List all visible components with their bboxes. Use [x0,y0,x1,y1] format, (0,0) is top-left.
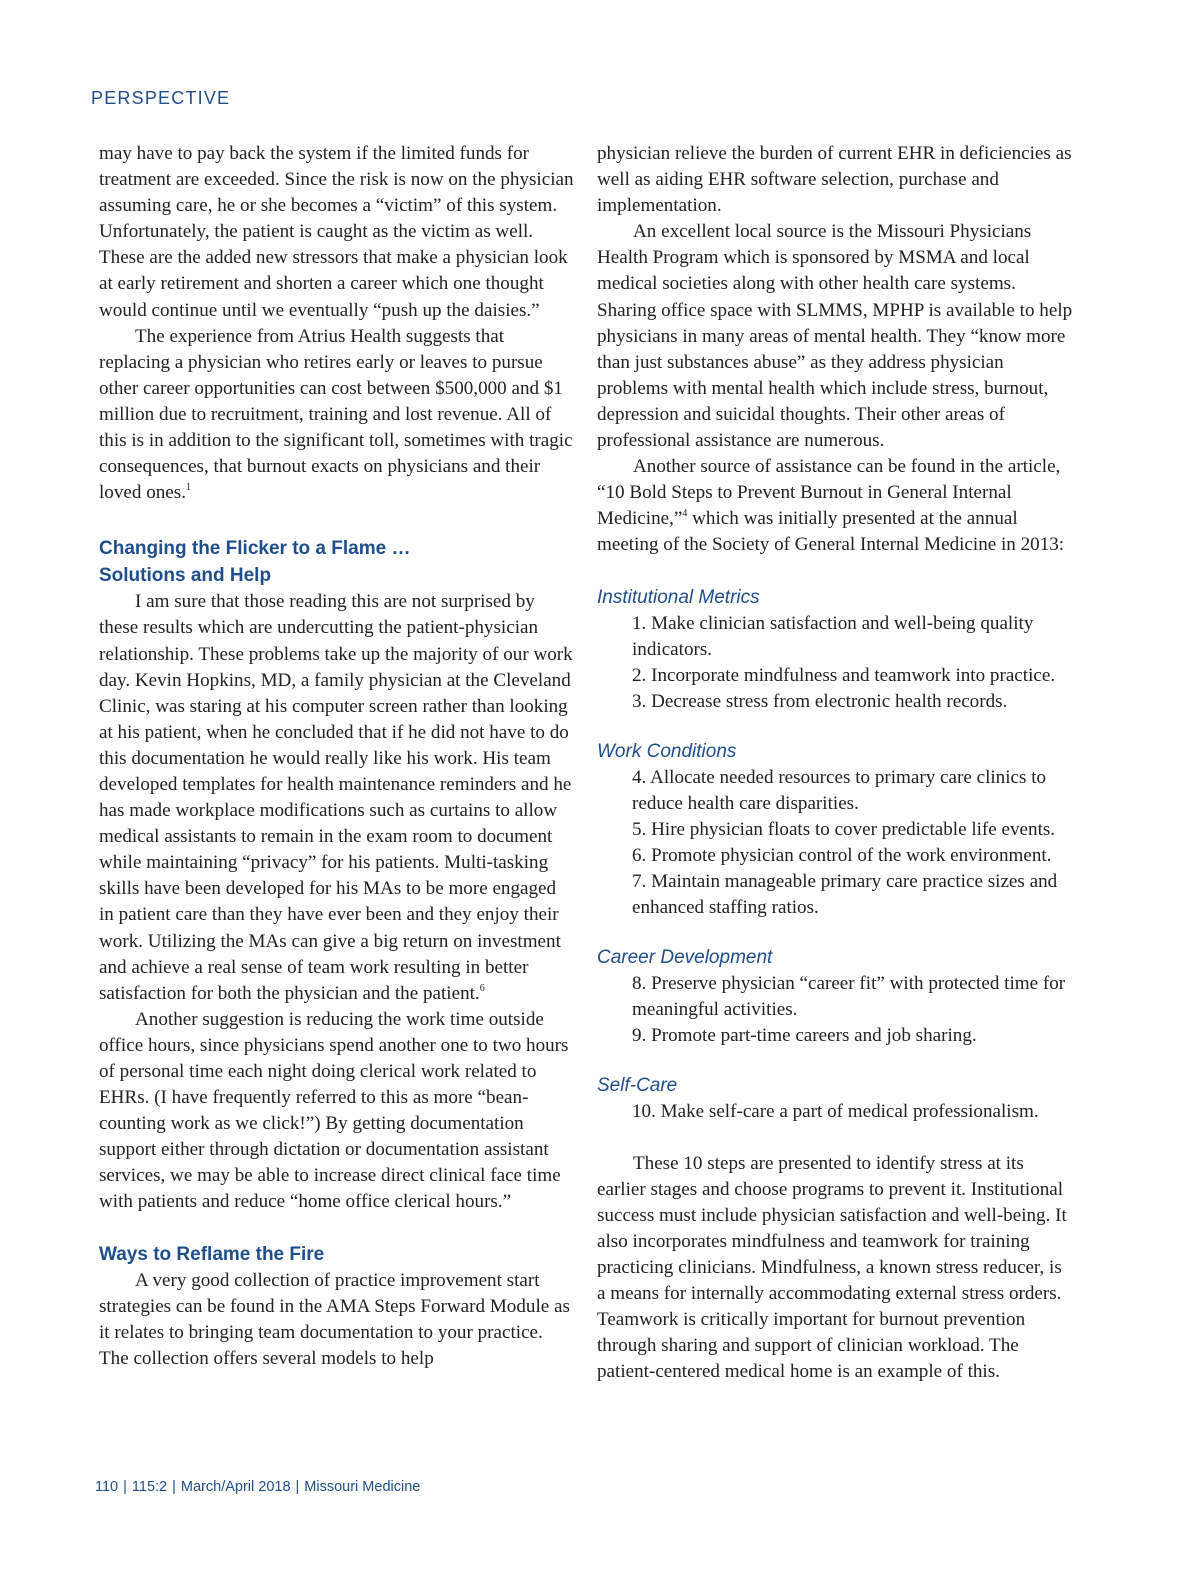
journal-name: Missouri Medicine [304,1479,421,1495]
paragraph-text: Another source of assistance can be found in the article, “10 Bold Steps to Prevent Burnout in General Internal Medicine,” [597,456,1061,530]
step-group-heading: Institutional Metrics [597,586,760,608]
reference-marker: 1 [185,482,191,494]
paragraph [597,454,1073,558]
step-group-heading: Career Development [597,946,773,968]
issue-date: March/April 2018 [180,1479,291,1495]
reference-marker: 4 [682,508,688,520]
paragraph: Another suggestion is reducing the work time outside office hours, since physicians spend another one to two hours of personal time each night doing clerical work related to EHRs. (I have frequently referred to this as more “bean-counting work as we click!”) By getting documentation support either through dictation or documentation assistant services, we may be able to increase direct clinical face time with patients and reduce “home office clerical hours.” [99,1008,569,1213]
volume-issue: 115:2 [131,1479,168,1495]
heading-line: Solutions and Help [99,564,272,586]
step-list [597,765,1073,921]
page-footer: 110 | 115:2 | March/April 2018 | Missouri Medicine [95,1479,421,1495]
reference-marker: 6 [479,982,485,994]
step-item: 7. Maintain manageable primary care practice sizes and enhanced staffing ratios. [632,870,1058,918]
step-item: 6. Promote physician control of the work environment. [632,844,1052,866]
paragraph: These 10 steps are presented to identify stress at its earlier stages and choose programs to prevent it. Institutional success must include physician satisfaction and well-being. It also incorporates mindfulness and teamwork for training practicing clinicians. Mindfulness, a known stress reducer, is a means for internally accommodating external stress orders. Teamwork is critically important for burnout prevention through sharing and support of clinician workload. The patient-centered medical home is an example of this. [597,1152,1067,1383]
bold-steps-list [597,559,1073,1125]
step-item: 2. Incorporate mindfulness and teamwork into practice. [632,664,1056,686]
step-item: 5. Hire physician floats to cover predictable life events. [632,818,1056,840]
step-item: 1. Make clinician satisfaction and well-being quality indicators. [632,612,1034,660]
right-column [597,141,1073,1385]
step-item: 10. Make self-care a part of medical professionalism. [632,1100,1039,1122]
step-list [597,1099,1073,1125]
step-item: 3. Decrease stress from electronic health records. [632,690,1008,712]
paragraph-text: which was initially presented at the annual meeting of the Society of General Internal Medicine in 2013: [597,508,1065,556]
step-list [597,611,1073,715]
paragraph: may have to pay back the system if the limited funds for treatment are exceeded. Since the risk is now on the physician assuming care, he or she becomes a “victim” of this system. Unfortunately, the patient is caught as the victim as well. These are the added new stressors that make a physician look at early retirement and shorten a career which one thought would continue until we eventually “push up the daisies.” [99,143,574,321]
step-group-heading: Work Conditions [597,740,737,762]
paragraph [99,589,575,1007]
paragraph: A very good collection of practice improvement start strategies can be found in the AMA Steps Forward Module as it relates to bringing team documentation to your practice. The collection offers several models to help [99,1270,570,1370]
paragraph-text: I am sure that those reading this are not surprised by these results which are undercutting the patient-physician relationship. These problems take up the majority of our work day. Kevin Hopkins, MD, a family physician at the Cleveland Clinic, was staring at his computer screen rather than looking at his patient, when he concluded that if he did not have to do this documentation he would really like his work. His team developed templates for health maintenance reminders and he has made workplace modifications such as curtains to allow medical assistants to remain in the exam room to document while maintaining “privacy” for his patients. Multi-tasking skills have been developed for his MAs to be more engaged in patient care than they have ever been and they enjoy their work. Utilizing the MAs can give a big return on investment and achieve a real sense of team work resulting in better satisfaction for both the physician and the patient. [99,591,573,1004]
step-item: 4. Allocate needed resources to primary care clinics to reduce health care disparities. [632,766,1047,814]
section-label: PERSPECTIVE [91,88,231,108]
step-group-heading: Self-Care [597,1074,678,1096]
page-number: 110 [95,1479,119,1495]
step-item: 8. Preserve physician “career fit” with protected time for meaningful activities. [632,972,1066,1020]
paragraph: An excellent local source is the Missouri Physicians Health Program which is sponsored by MSMA and local medical societies along with other health care systems. Sharing office space with SLMMS, MPHP is available to help physicians in many areas of mental health. They “know more than just substances abuse” as they address physician problems with mental health which include stress, burnout, depression and suicidal thoughts. Their other areas of professional assistance are numerous. [597,221,1073,452]
paragraph [99,324,575,507]
paragraph: physician relieve the burden of current EHR in deficiencies as well as aiding EHR software selection, purchase and implementation. [597,143,1072,217]
heading-line: Changing the Flicker to a Flame … [99,538,411,560]
step-list [597,971,1073,1049]
section-heading [99,536,575,589]
paragraph-text: The experience from Atrius Health suggests that replacing a physician who retires early or leaves to pursue other career opportunities can cost between $500,000 and $1 million due to recruitment, training and lost revenue. All of this is in addition to the significant toll, sometimes with tragic consequences, that burnout exacts on physicians and their loved ones. [99,325,573,504]
left-column [99,141,575,1372]
step-item: 9. Promote part-time careers and job sharing. [632,1024,977,1046]
section-heading: Ways to Reflame the Fire [99,1243,325,1265]
